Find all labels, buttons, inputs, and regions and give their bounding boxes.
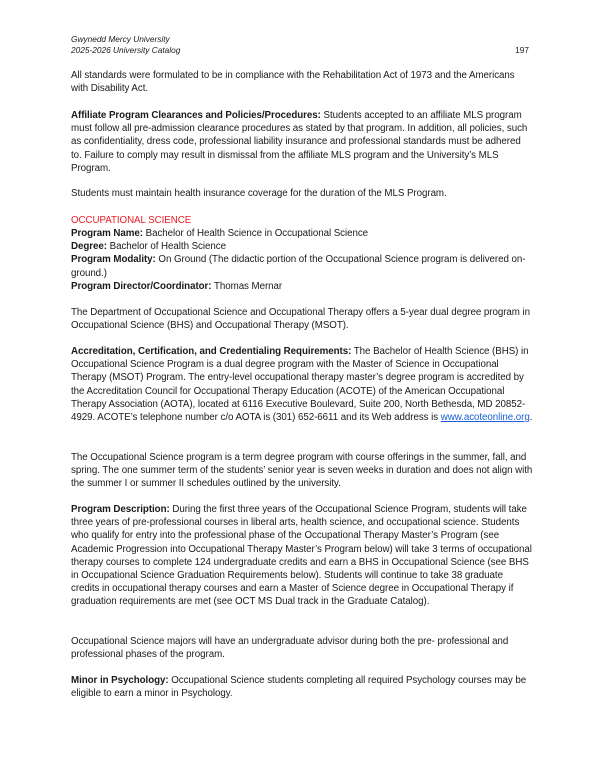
program-info — [71, 227, 533, 293]
header-catalog: 2025-2026 University Catalog — [71, 45, 181, 55]
value: Thomas Mernar — [211, 280, 283, 292]
label: Program Director/Coordinator: — [71, 280, 212, 292]
page-number: 197 — [515, 45, 529, 55]
label: Minor in Psychology: — [71, 675, 169, 686]
program-director — [71, 280, 533, 293]
label: Affiliate Program Clearances and Policies/Procedures: — [71, 110, 321, 121]
section-title: OCCUPATIONAL SCIENCE — [71, 215, 192, 226]
label: Program Name: — [71, 228, 143, 239]
label: Program Description: — [71, 504, 170, 515]
paragraph-term: The Occupational Science program is a term degree program with course offerings in the summer, fall, and spring. The one summer term of the students’ senior year is seven weeks in duration and does not align with the summer I or summer II schedules outlined by the university. — [71, 452, 533, 490]
program-degree — [71, 240, 533, 253]
paragraph-minor — [71, 674, 533, 700]
label: Degree: — [71, 241, 107, 253]
period: . — [529, 412, 533, 424]
label: Program Modality: — [71, 254, 156, 266]
program-modality — [71, 253, 533, 279]
program-name — [71, 227, 533, 240]
paragraph-description — [71, 503, 533, 609]
value: Bachelor of Health Science — [106, 241, 226, 253]
text: During the first three years of the Occupational Science Program, students will take three years of pre-professional courses in liberal arts, health science, and occupational science. Students who qualify for entry into the professional phase of the Occupational Therapy Master’s Program (see Academic Progression into Occupational Therapy Master’s Program below) will take 3 terms of occupational therapy courses to complete 124 undergraduate credits and earn a BHS in Occupational Science (see BHS in Occupational Science Graduation Requirements below). Students will continue to take 38 graduate credits in occupational therapy courses and earn a Master of Science degree in Occupational Therapy if graduation requirements are met (see OCT MS Dual track in the Graduate Catalog). — [71, 504, 532, 608]
acote-link[interactable]: www.acoteonline.org — [440, 412, 530, 424]
paragraph-advisor: Occupational Science majors will have an undergraduate advisor during both the pre- professional and professional phases of the program. — [71, 636, 509, 661]
value: On Ground (The didactic portion of the Occupational Science program is delivered on-ground.) — [71, 254, 526, 279]
text: Students accepted to an affiliate MLS program must follow all pre-admission clearance procedures as stated by that program. In addition, all policies, such as confidentiality, dress code, professional liability insurance and professional standards must be adhered to. Failure to comply may result in dismissal from the affiliate MLS program and the University’s MLS Program. — [71, 110, 528, 174]
paragraph-accreditation — [71, 345, 533, 424]
paragraph-compliance: All standards were formulated to be in compliance with the Rehabilitation Act of 1973 and the Americans with Disability Act. — [71, 70, 515, 95]
text: Occupational Science students completing all required Psychology courses may be eligible to earn a minor in Psychology. — [71, 675, 527, 700]
paragraph-insurance: Students must maintain health insurance coverage for the duration of the MLS Program. — [71, 188, 447, 199]
paragraph-department: The Department of Occupational Science and Occupational Therapy offers a 5-year dual degree program in Occupational Science (BHS) and Occupational Therapy (MSOT). — [71, 307, 531, 332]
value: Bachelor of Health Science in Occupational Science — [142, 228, 369, 239]
header-institution: Gwynedd Mercy University — [71, 34, 170, 44]
label: Accreditation, Certification, and Credentialing Requirements: — [71, 346, 352, 357]
text: The Bachelor of Health Science (BHS) in Occupational Science Program is a dual degree program with the Master of Science in Occupational Therapy (MSOT) Program. The entry-level occupational therapy master’s degree program is accredited by the Accreditation Council for Occupational Therapy Education (ACOTE) of the American Occupational Therapy Association (AOTA), located at 6116 Executive Boulevard, Suite 200, North Bethesda, MD 20852- 4929. ACOTE’s telephone number c/o AOTA is (301) 652-6611 and its Web address is — [71, 346, 529, 424]
paragraph-affiliate — [71, 109, 533, 175]
